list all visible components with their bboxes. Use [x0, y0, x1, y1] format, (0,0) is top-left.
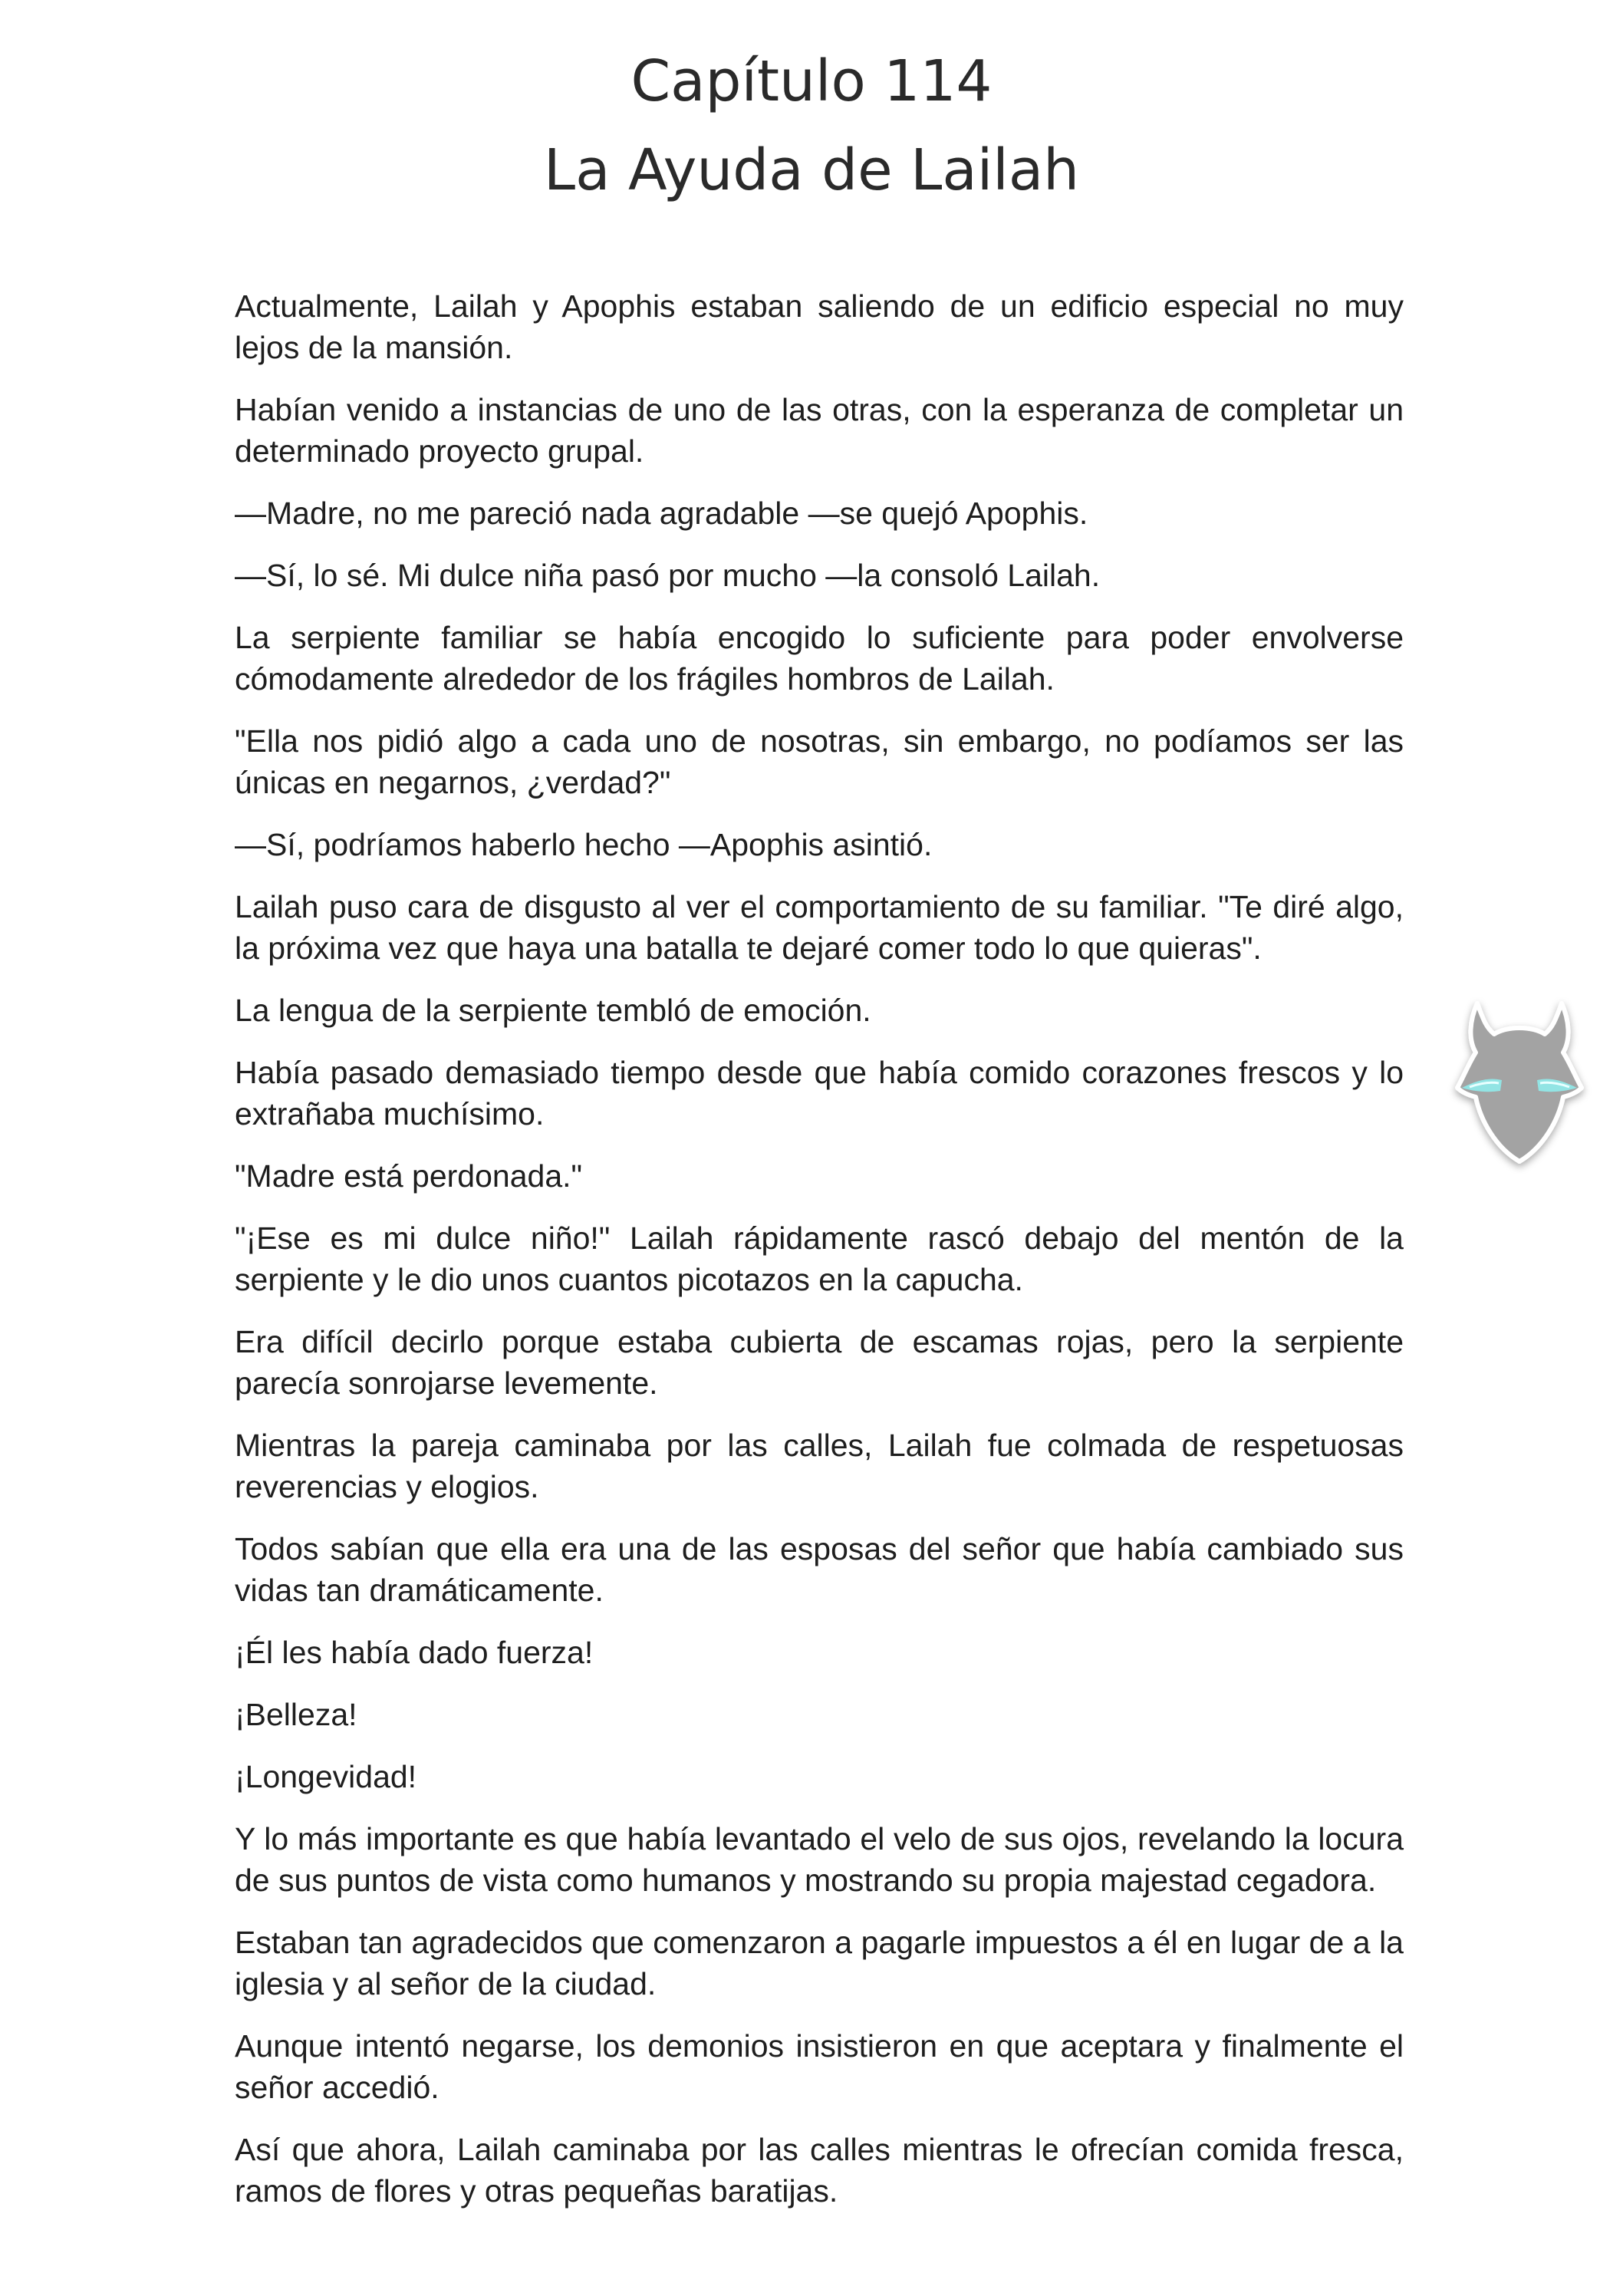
- paragraph: Y lo más importante es que había levantado el velo de sus ojos, revelando la locura de sus puntos de vista como humanos y mostrando su propia majestad cegadora.: [235, 1821, 1404, 1898]
- paragraph: Estaban tan agradecidos que comenzaron a pagarle impuestos a él en lugar de a la iglesia y al señor de la ciudad.: [235, 1925, 1404, 2001]
- paragraph: La lengua de la serpiente tembló de emoción.: [235, 993, 871, 1028]
- chapter-number: Capítulo 114: [630, 48, 993, 114]
- paragraph: ¡Él les había dado fuerza!: [235, 1635, 594, 1670]
- paragraph: Era difícil decirlo porque estaba cubierta de escamas rojas, pero la serpiente parecía sonrojarse levemente.: [235, 1324, 1404, 1401]
- paragraph: Habían venido a instancias de uno de las otras, con la esperanza de completar un determinado proyecto grupal.: [235, 392, 1404, 469]
- paragraph: Todos sabían que ella era una de las esposas del señor que había cambiado sus vidas tan dramáticamente.: [235, 1531, 1404, 1608]
- paragraph: "Madre está perdonada.": [235, 1158, 583, 1194]
- paragraph: Lailah puso cara de disgusto al ver el comportamiento de su familiar. "Te diré algo, la próxima vez que haya una batalla te dejaré comer todo lo que quieras".: [235, 889, 1404, 966]
- paragraph: Actualmente, Lailah y Apophis estaban saliendo de un edificio especial no muy lejos de la mansión.: [235, 288, 1404, 365]
- paragraph: "¡Ese es mi dulce niño!" Lailah rápidamente rascó debajo del mentón de la serpiente y le dio unos cuantos picotazos en la capucha.: [235, 1220, 1404, 1297]
- paragraph: —Madre, no me pareció nada agradable —se quejó Apophis.: [235, 496, 1088, 531]
- chapter-body: [235, 285, 1404, 2232]
- paragraph: ¡Belleza!: [235, 1697, 357, 1732]
- paragraph: Aunque intentó negarse, los demonios insistieron en que aceptara y finalmente el señor accedió.: [235, 2028, 1404, 2105]
- chapter-title: La Ayuda de Lailah: [543, 137, 1080, 203]
- paragraph: Así que ahora, Lailah caminaba por las calles mientras le ofrecían comida fresca, ramos de flores y otras pequeñas baratijas.: [235, 2132, 1404, 2209]
- paragraph: ¡Longevidad!: [235, 1759, 417, 1794]
- demon-head-icon: [1447, 997, 1592, 1174]
- chapter-heading: [0, 37, 1623, 215]
- paragraph: "Ella nos pidió algo a cada uno de nosotras, sin embargo, no podíamos ser las únicas en negarnos, ¿verdad?": [235, 723, 1404, 800]
- paragraph: Había pasado demasiado tiempo desde que había comido corazones frescos y lo extrañaba muchísimo.: [235, 1055, 1404, 1132]
- paragraph: —Sí, podríamos haberlo hecho —Apophis asintió.: [235, 827, 933, 862]
- paragraph: La serpiente familiar se había encogido lo suficiente para poder envolverse cómodamente alrededor de los frágiles hombros de Lailah.: [235, 620, 1404, 697]
- paragraph: Mientras la pareja caminaba por las calles, Lailah fue colmada de respetuosas reverencias y elogios.: [235, 1428, 1404, 1504]
- paragraph: —Sí, lo sé. Mi dulce niña pasó por mucho —la consoló Lailah.: [235, 558, 1101, 593]
